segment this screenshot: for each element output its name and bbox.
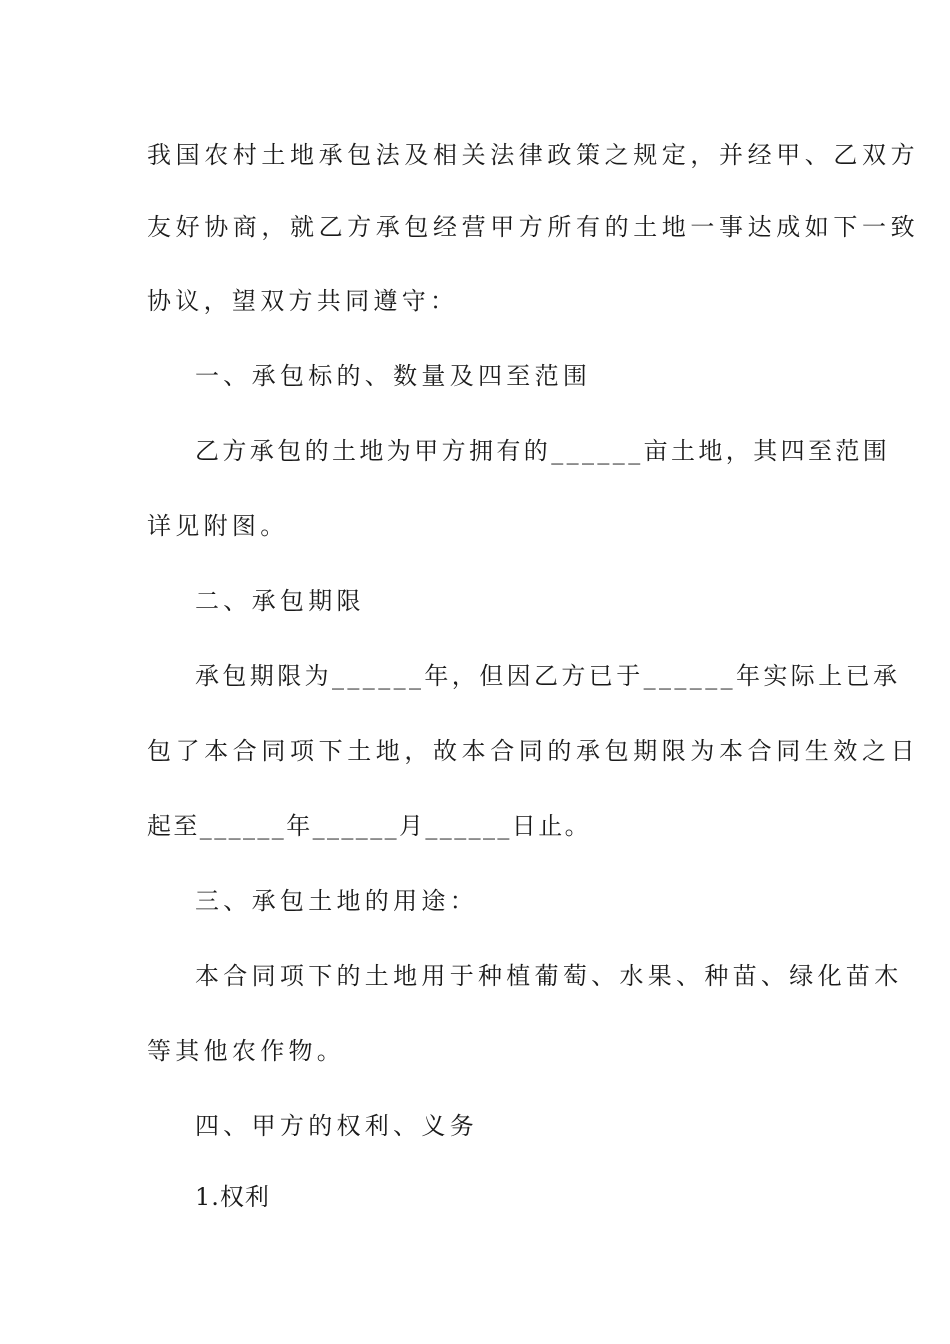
body-text-line: 详见附图。 bbox=[147, 512, 289, 540]
section-heading: 三、承包土地的用途： bbox=[195, 887, 478, 915]
section-heading: 一、承包标的、数量及四至范围 bbox=[195, 362, 592, 390]
body-text-line: 友好协商，就乙方承包经营甲方所有的土地一事达成如下一致 bbox=[147, 213, 920, 241]
body-text-line: 本合同项下的土地用于种植葡萄、水果、种苗、绿化苗木 bbox=[195, 962, 903, 990]
body-text-line: 包了本合同项下土地，故本合同的承包期限为本合同生效之日 bbox=[147, 737, 920, 765]
body-text-line: 我国农村土地承包法及相关法律政策之规定，并经甲、乙双方 bbox=[147, 141, 920, 169]
body-text-line: 等其他农作物。 bbox=[147, 1037, 346, 1065]
body-text-line: 协议，望双方共同遵守： bbox=[147, 287, 459, 315]
body-text-line: 承包期限为______年，但因乙方已于______年实际上已承 bbox=[195, 662, 901, 690]
body-text-line: 起至______年______月______日止。 bbox=[147, 812, 591, 840]
body-text-line: 乙方承包的土地为甲方拥有的______亩土地，其四至范围 bbox=[195, 437, 891, 465]
section-heading: 四、甲方的权利、义务 bbox=[195, 1112, 478, 1140]
subsection-heading: 1.权利 bbox=[195, 1183, 270, 1211]
section-heading: 二、承包期限 bbox=[195, 587, 365, 615]
